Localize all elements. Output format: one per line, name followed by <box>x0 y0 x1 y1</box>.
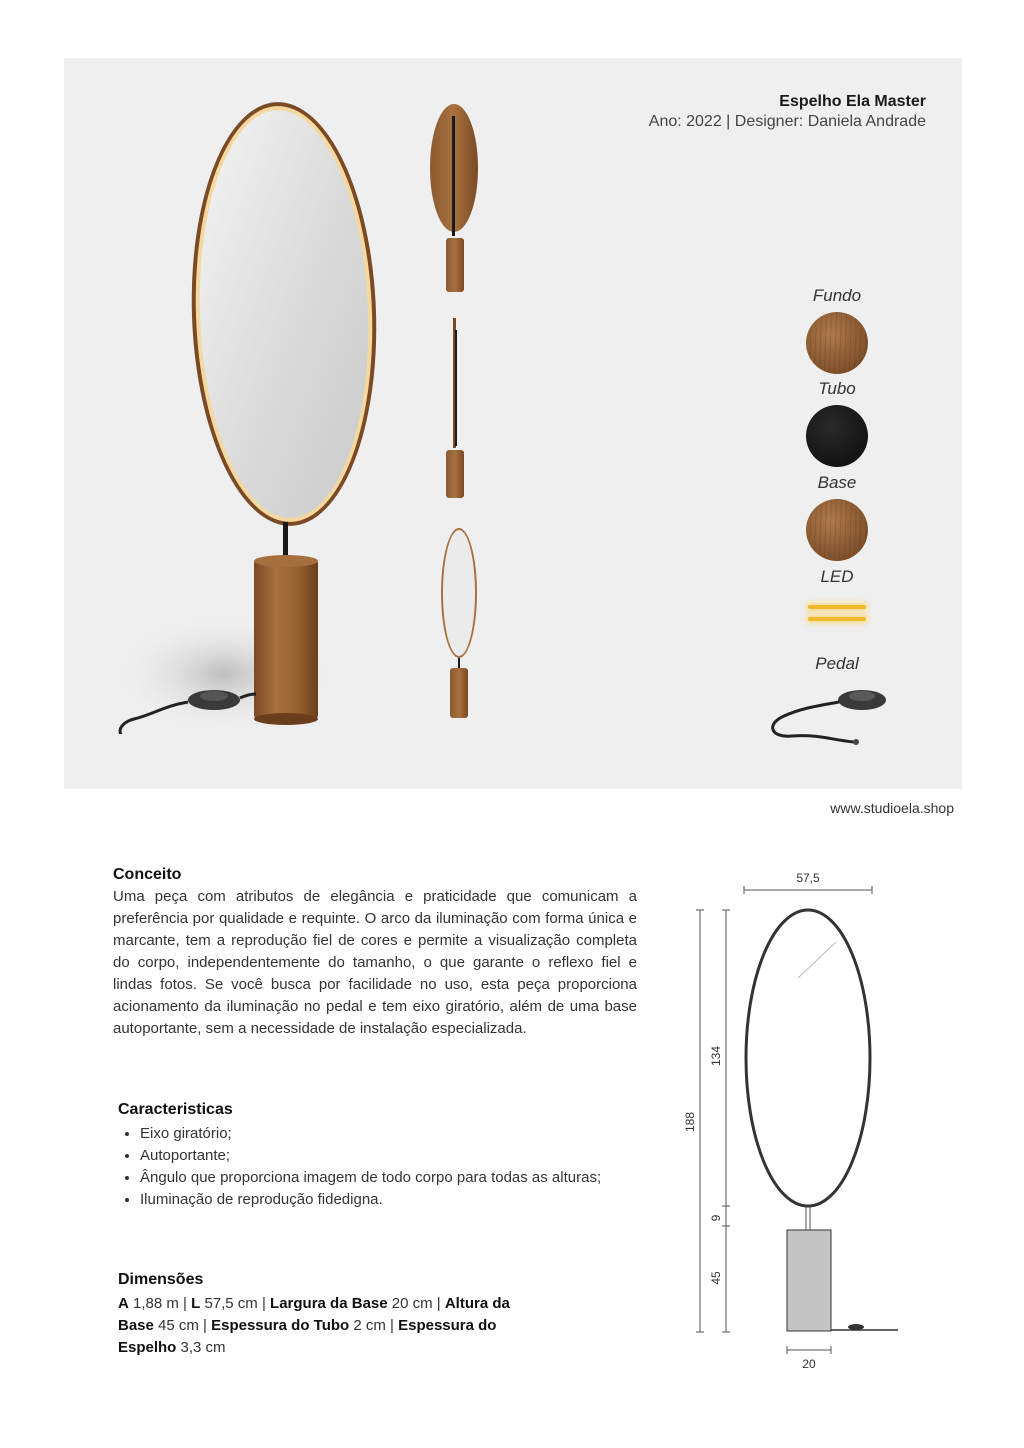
swatch-fundo <box>762 286 912 374</box>
list-item: • Iluminação de reprodução fidedigna. <box>140 1189 618 1211</box>
product-header <box>649 92 926 132</box>
features-section <box>118 1101 618 1211</box>
main-mirror-image <box>104 94 404 734</box>
swatch-base <box>762 473 912 561</box>
list-item: • Ângulo que proporciona imagem de todo corpo para todas as alturas; <box>140 1167 618 1189</box>
mirror-views-image <box>424 98 504 728</box>
total-height-label: 188 <box>683 1111 697 1133</box>
tube-height-label: 9 <box>709 1214 723 1222</box>
dimensions-section <box>118 1271 548 1359</box>
product-name: Espelho Ela Master <box>779 93 926 110</box>
dimensions-text: A 1,88 m | L 57,5 cm | Largura da Base 20 cm | Altura da Base 45 cm | Espessura do Tubo 2 cm | Espessura do Espelho 3,3 cm <box>118 1295 510 1356</box>
features-title: Caracteristicas <box>118 1101 233 1118</box>
dimensions-title: Dimensões <box>118 1271 204 1288</box>
swatch-label: LED <box>820 567 854 586</box>
black-swatch-icon <box>806 405 868 467</box>
swatch-tubo <box>762 379 912 467</box>
concept-text: Uma peça com atributos de elegância e praticidade que comunicam a preferência por qualidade e requinte. O arco da iluminação com forma única e marcante, tem a reprodução fiel de cores e permite a visualização completa do corpo, independentemente do tamanho, o que garante o reflexo fiel e lindas fotos. Se você busca por facilidade no uso, esta peça proporciona acionamento da iluminação no pedal e tem eixo giratório, além de uma base autoportante, sem a necessidade de instalação especializada. <box>113 888 637 1037</box>
swatch-label: Base <box>817 473 857 492</box>
led-swatch-icon <box>804 593 870 633</box>
base-width-label: 20 <box>802 1357 816 1371</box>
swatch-label: Fundo <box>812 286 862 305</box>
width-dimension-label: 57,5 <box>796 871 820 885</box>
list-item: • Autoportante; <box>140 1145 618 1167</box>
product-meta: Ano: 2022 | Designer: Daniela Andrade <box>648 113 926 130</box>
mirror-height-label: 134 <box>709 1045 723 1067</box>
product-hero <box>64 58 962 789</box>
list-item: • Eixo giratório; <box>140 1123 618 1145</box>
concept-title: Conceito <box>113 866 182 883</box>
base-height-label: 45 <box>709 1271 723 1285</box>
swatch-label: Pedal <box>815 654 859 673</box>
pedal-swatch-icon <box>762 680 912 750</box>
swatch-label: Tubo <box>818 379 856 398</box>
wood-swatch-icon <box>806 312 868 374</box>
wood-swatch-icon <box>806 499 868 561</box>
website-link[interactable]: www.studioela.shop <box>830 800 954 816</box>
concept-section <box>113 866 637 1040</box>
swatch-pedal <box>762 654 912 755</box>
features-list <box>118 1123 618 1211</box>
swatch-led <box>762 567 912 633</box>
technical-drawing <box>670 860 930 1380</box>
